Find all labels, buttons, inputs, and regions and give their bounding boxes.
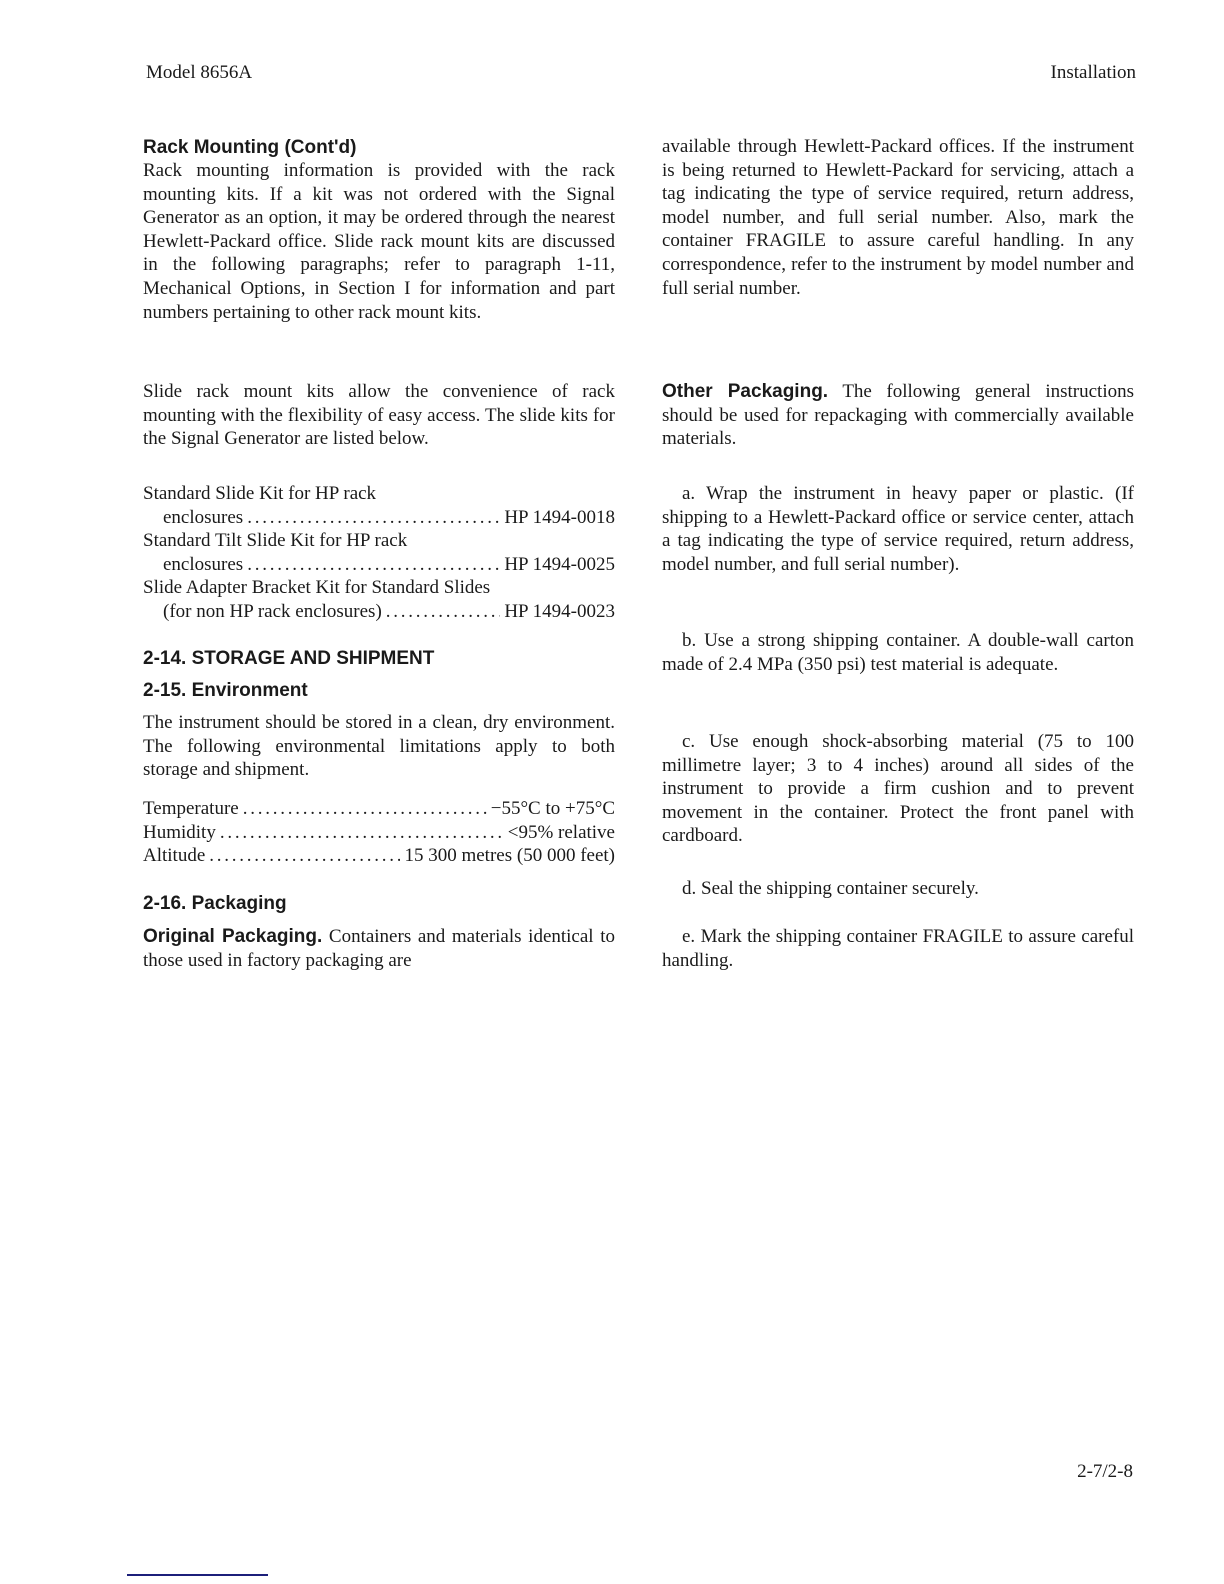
kit-name-cont: enclosures <box>163 506 244 528</box>
kit-part-number: HP 1494-0025 <box>504 553 615 575</box>
original-packaging-runin: Original Packaging. <box>143 926 323 947</box>
kit-part-number: HP 1494-0018 <box>504 506 615 528</box>
other-packaging-paragraph <box>662 380 1134 451</box>
limit-value: <95% relative <box>507 821 615 843</box>
kit-item <box>143 482 615 529</box>
step-d: d. Seal the shipping container securely. <box>682 878 979 899</box>
limit-label: Temperature <box>143 798 239 819</box>
limit-label: Humidity <box>143 821 216 843</box>
limit-value: 15 300 metres (50 000 feet) <box>404 845 615 867</box>
environment-limits <box>143 797 615 868</box>
kit-list <box>143 482 615 624</box>
other-packaging-text: The following general instructions should be used for repackaging with commercially available materials. <box>662 381 1134 450</box>
divider-line <box>127 1574 268 1576</box>
other-packaging-runin: Other Packaging. <box>662 381 829 402</box>
kit-name: Standard Tilt Slide Kit for HP rack <box>143 530 408 552</box>
header-model: Model 8656A <box>146 62 253 83</box>
rack-paragraph-1: Rack mounting information is provided with the rack mounting kits. If a kit was not ordered with the Signal Generator as an option, it may be ordered through the nearest Hewlett-Packard office. Slide rack mount kits are discussed in the following paragraphs; refer to paragraph 1-11, Mechanical Options, in Section I for information and part numbers pertaining to other rack mount kits. <box>143 160 615 323</box>
kit-part-number: HP 1494-0023 <box>504 600 615 622</box>
rack-paragraph-2: Slide rack mount kits allow the convenience of rack mounting with the flexibility of easy access. The slide kits for the Signal Generator are listed below. <box>143 381 615 450</box>
storage-shipment-heading: 2-14. STORAGE AND SHIPMENT <box>143 648 435 669</box>
limit-row <box>143 797 615 821</box>
kit-name-cont: (for non HP rack enclosures) <box>163 600 382 622</box>
environment-heading: 2-15. Environment <box>143 680 308 701</box>
limit-value: −55°C to +75°C <box>490 798 615 819</box>
step-b: b. Use a strong shipping container. A double-wall carton made of 2.4 MPa (350 psi) test material is adequate. <box>662 630 1134 675</box>
limit-row <box>143 844 615 868</box>
kit-name: Standard Slide Kit for HP rack <box>143 483 377 504</box>
kit-name: Slide Adapter Bracket Kit for Standard Slides <box>143 577 491 599</box>
kit-item <box>143 576 615 623</box>
original-packaging-text: Containers and materials identical to those used in factory packaging are <box>143 926 615 971</box>
header-section: Installation <box>1050 62 1136 83</box>
kit-item <box>143 529 615 576</box>
step-c: c. Use enough shock-absorbing material (75 to 100 millimetre layer; 3 to 4 inches) around all sides of the instrument to provide a firm cushion and to prevent movement in the container. Protect the front panel with cardboard. <box>662 731 1134 847</box>
original-packaging-paragraph <box>143 925 615 972</box>
step-e: e. Mark the shipping container FRAGILE to assure careful handling. <box>662 926 1134 971</box>
step-a: a. Wrap the instrument in heavy paper or plastic. (If shipping to a Hewlett-Packard office or service center, attach a tag indicating the type of service required, return address, model number, and full serial number). <box>662 483 1134 575</box>
page-number: 2-7/2-8 <box>1077 1461 1133 1482</box>
environment-paragraph: The instrument should be stored in a clean, dry environment. The following environmental limitations apply to both storage and shipment. <box>143 712 615 781</box>
packaging-heading: 2-16. Packaging <box>143 893 287 914</box>
kit-name-cont: enclosures <box>163 553 244 575</box>
limit-row <box>143 821 615 845</box>
continued-paragraph: available through Hewlett-Packard offices. If the instrument is being returned to Hewlett-Packard for servicing, attach a tag indicating the type of service required, return address, model number, and full serial number. Also, mark the container FRAGILE to assure careful handling. In any correspondence, refer to the instrument by model number and full serial number. <box>662 136 1134 299</box>
limit-label: Altitude <box>143 845 206 867</box>
rack-mounting-heading: Rack Mounting (Cont'd) <box>143 137 357 158</box>
